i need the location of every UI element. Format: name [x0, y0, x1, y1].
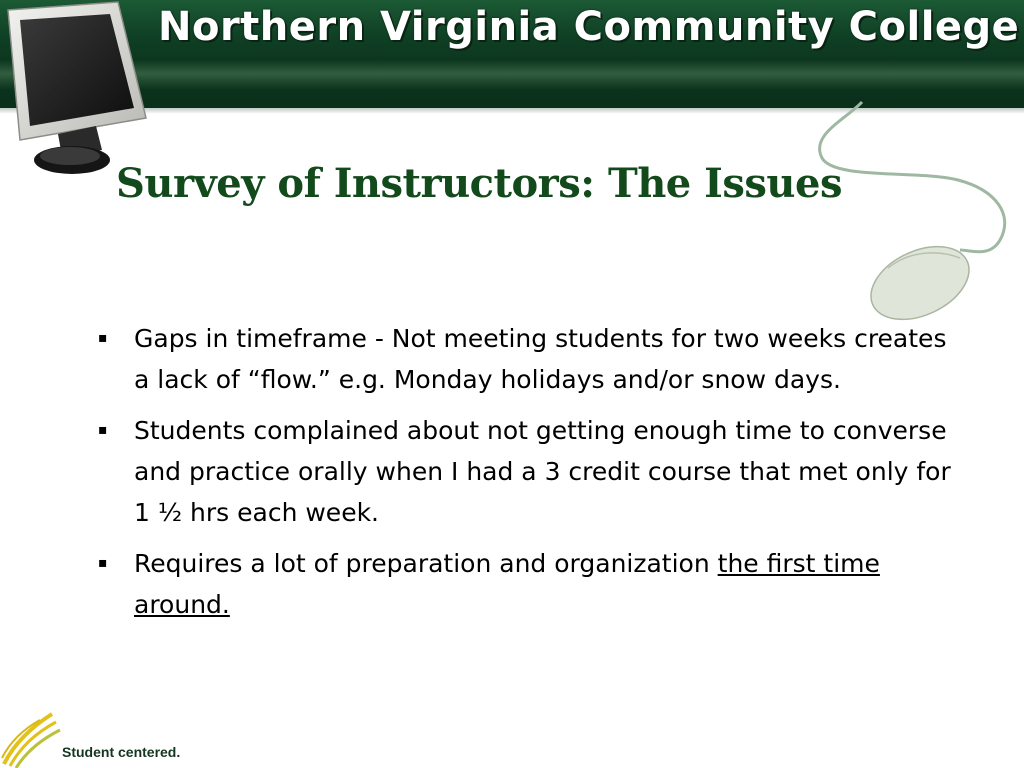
bullet-marker-icon: ▪	[98, 330, 108, 346]
computer-mouse-icon	[800, 100, 1024, 330]
slide-title: Survey of Instructors: The Issues	[116, 160, 842, 207]
bullet-text: Students complained about not getting enough time to converse and practice orally when I had a 3 credit course that met only for 1 ½ hrs each week.	[134, 416, 951, 527]
bullet-marker-icon: ▪	[98, 555, 108, 571]
bullet-item	[96, 410, 956, 533]
bullet-marker-icon: ▪	[98, 422, 108, 438]
bullet-underlined-text: the first time around.	[134, 549, 880, 619]
college-logo-icon	[0, 708, 70, 768]
college-name: Northern Virginia Community College	[158, 4, 1020, 50]
bullet-item	[96, 318, 956, 400]
footer-tagline: Student centered.	[62, 744, 181, 760]
bullet-list	[96, 318, 956, 635]
computer-monitor-icon	[0, 0, 160, 185]
bullet-text: Requires a lot of preparation and organization	[134, 549, 718, 578]
bullet-text: Gaps in timeframe - Not meeting students for two weeks creates a lack of “flow.” e.g. Monday holidays and/or snow days.	[134, 324, 947, 394]
bullet-item	[96, 543, 956, 625]
